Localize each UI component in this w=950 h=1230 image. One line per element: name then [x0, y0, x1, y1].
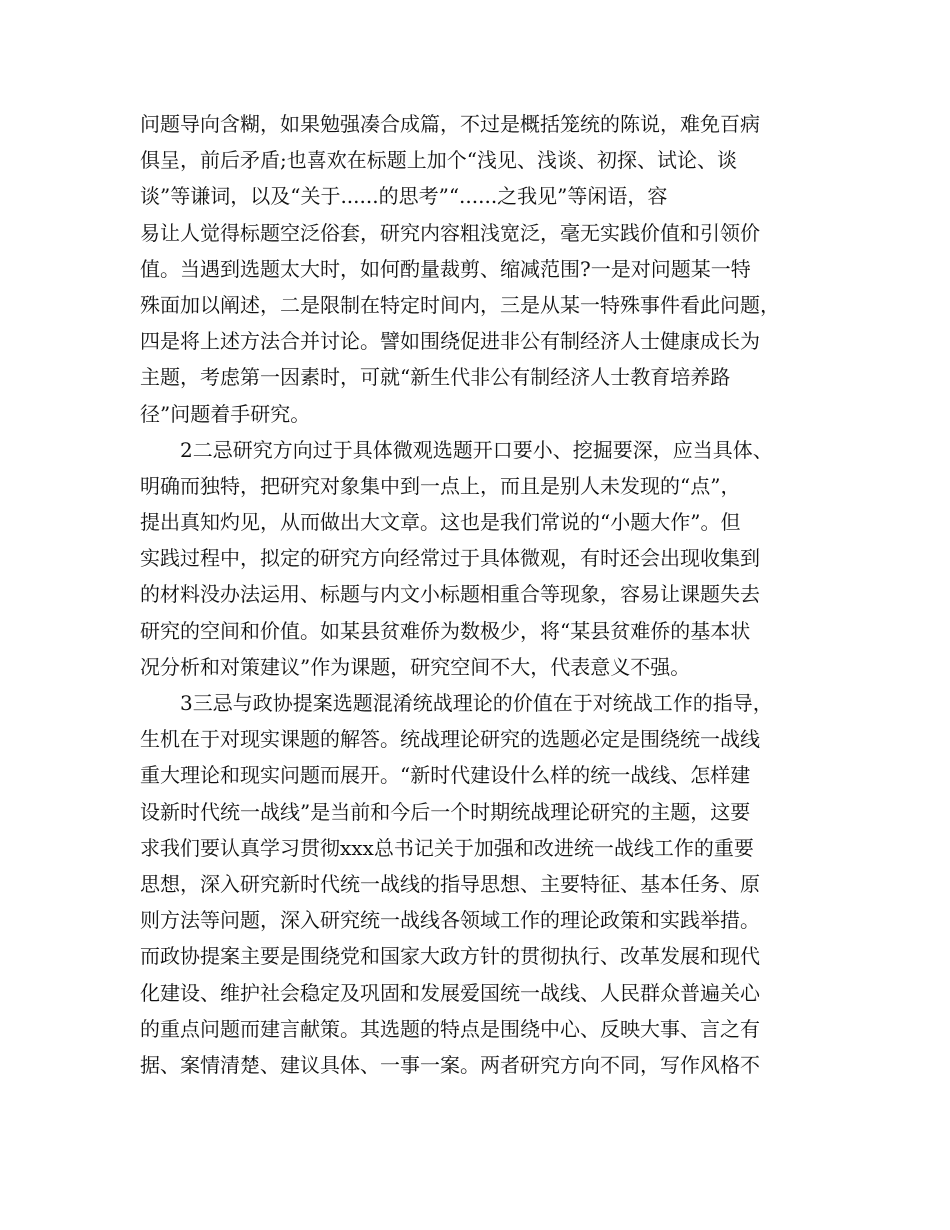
paragraph-first-line: 3三忌与政协提案选题混淆统战理论的价值在于对统战工作的指导，: [180, 691, 773, 715]
text-line: 研究的空间和价值。如某县贫难侨为数极少，将“某县贫难侨的基本状: [140, 618, 751, 643]
text-line: 俱呈，前后矛盾;也喜欢在标题上加个“浅见、浅谈、初探、试论、谈: [140, 148, 737, 173]
text-line: 况分析和对策建议”作为课题，研究空间不大，代表意义不强。: [140, 654, 691, 679]
text-line: 四是将上述方法合并讨论。譬如围绕促进非公有制经济人士健康成长为: [140, 329, 760, 354]
paragraph-first-line: 2二忌研究方向过于具体微观选题开口要小、挖掘要深，应当具体、: [180, 437, 773, 462]
text-line: 殊面加以阐述，二是限制在特定时间内，三是从某一特殊事件看此问题，: [140, 292, 780, 317]
text-line: 易让人觉得标题空泛俗套，研究内容粗浅宽泛，毫无实践价值和引领价: [140, 220, 760, 245]
text-line: 生机在于对现实课题的解答。统战理论研究的选题必定是围绕统一战线: [140, 727, 760, 752]
text-line: 的重点问题而建言献策。其选题的特点是围绕中心、反映大事、言之有: [140, 1016, 760, 1041]
text-line: 提出真知灼见，从而做出大文章。这也是我们常说的“小题大作”。但: [140, 510, 741, 535]
text-line: 重大理论和现实问题而展开。“新时代建设什么样的统一战线、怎样建: [140, 763, 751, 788]
text-line: 径”问题着手研究。: [140, 401, 311, 426]
text-line: 明确而独特，把研究对象集中到一点上，而且是别人未发现的“点”，: [140, 473, 741, 498]
text-line: 化建设、维护社会稳定及巩固和发展爱国统一战线、人民群众普遍关心: [140, 980, 760, 1005]
document-body: [140, 106, 830, 1083]
text-line: 而政协提案主要是围绕党和国家大政方针的贯彻执行、改革发展和现代: [140, 944, 760, 969]
text-line: 值。当遇到选题太大时，如何酌量裁剪、缩减范围?一是对问题某一特: [140, 256, 751, 281]
text-line: 主题，考虑第一因素时，可就“新生代非公有制经济人士教育培养路: [140, 365, 731, 390]
text-line: 则方法等问题，深入研究统一战线各领域工作的理论政策和实践举措。: [140, 908, 760, 933]
text-line: 求我们要认真学习贯彻xxx总书记关于加强和改进统一战线工作的重要: [140, 835, 754, 860]
text-line: 问题导向含糊，如果勉强凑合成篇，不过是概括笼统的陈说，难免百病: [140, 112, 760, 136]
text-line: 的材料没办法运用、标题与内文小标题相重合等现象，容易让课题失去: [140, 582, 760, 607]
text-line: 设新时代统一战线”是当前和今后一个时期统战理论研究的主题，这要: [140, 799, 751, 824]
text-line: 实践过程中，拟定的研究方向经常过于具体微观，有时还会出现收集到: [140, 546, 760, 571]
text-line: 思想，深入研究新时代统一战线的指导思想、主要特征、基本任务、原: [140, 871, 760, 896]
text-line: 谈”等谦词，以及“关于......的思考”“......之我见”等闲语，容: [140, 184, 668, 209]
text-line: 据、案情清楚、建议具体、一事一案。两者研究方向不同，写作风格不: [140, 1052, 760, 1077]
